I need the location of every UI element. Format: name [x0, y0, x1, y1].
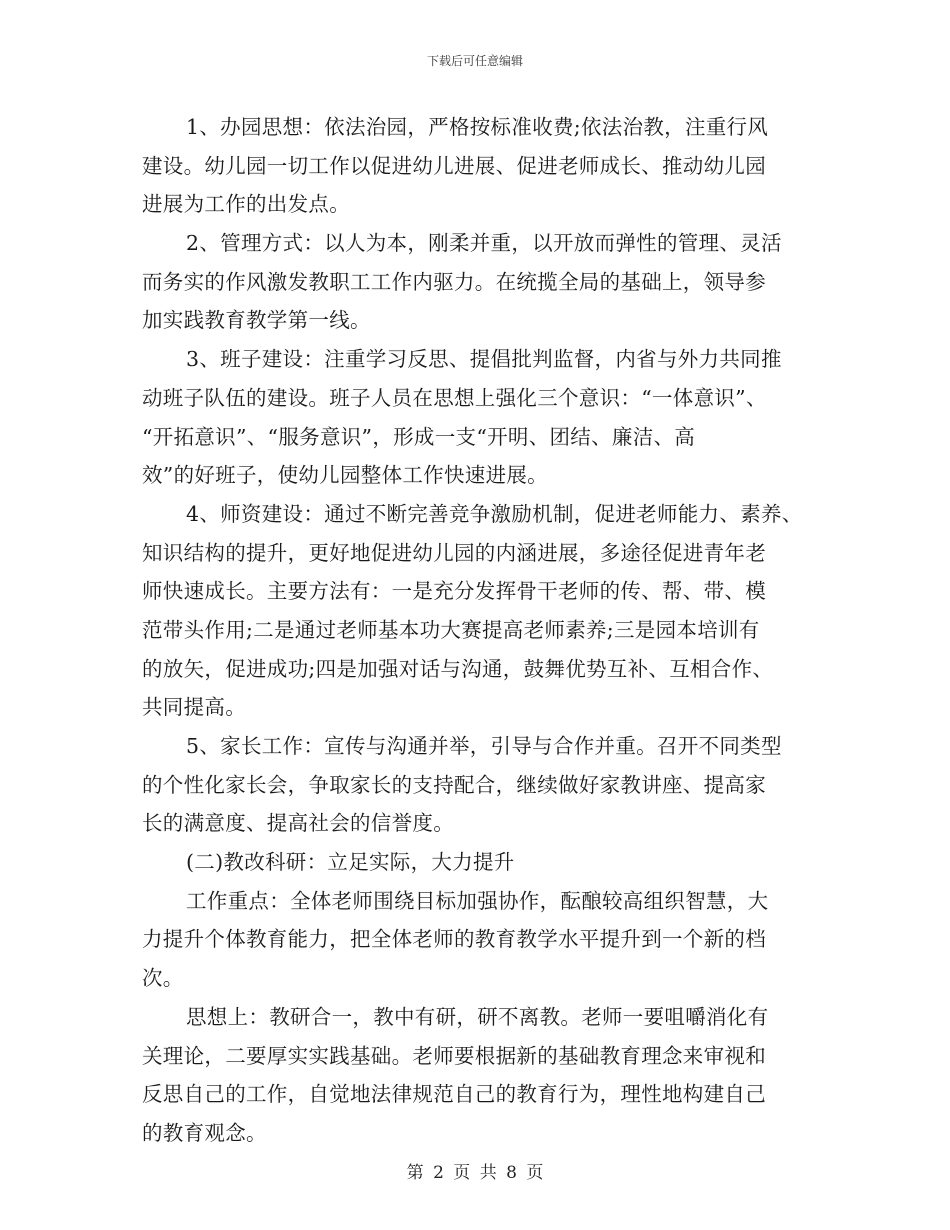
- paragraph-leadership-team: [142, 340, 810, 495]
- page-header: 下载后可任意编辑: [426, 54, 523, 68]
- document-body: [142, 108, 810, 1153]
- paragraph-school-philosophy: [142, 108, 810, 224]
- text-line: 师快速成长。主要方法有：一是充分发挥骨干老师的传、帮、带、模: [142, 579, 766, 604]
- text-line: 的个性化家长会，争取家长的支持配合，继续做好家教讲座、提高家: [142, 772, 766, 797]
- text-line: 1、办园思想：依法治园，严格按标准收费;依法治教，注重行风: [186, 115, 769, 139]
- text-line: 反思自己的工作，自觉地法律规范自己的教育行为，理性地构建自己: [142, 1082, 766, 1107]
- paragraph-parent-work: [142, 727, 810, 843]
- paragraph-thinking: [142, 998, 810, 1153]
- section-heading-teaching-research: [142, 843, 810, 882]
- paragraph-teacher-development: [142, 495, 810, 727]
- section-heading: (二)教改科研：立足实际，大力提升: [186, 850, 515, 875]
- text-line: 4、师资建设：通过不断完善竞争激励机制，促进老师能力、素养、: [186, 501, 803, 526]
- text-line: 知识结构的提升，更好地促进幼儿园的内涵进展，多途径促进青年老: [142, 540, 766, 565]
- text-line: 思想上：教研合一，教中有研，研不离教。老师一要咀嚼消化有: [186, 1004, 769, 1029]
- text-line: 建设。幼儿园一切工作以促进幼儿进展、促进老师成长、推动幼儿园: [142, 153, 766, 178]
- text-line: “开拓意识”、“服务意识”，形成一支“开明、团结、廉洁、高: [142, 424, 696, 449]
- text-line: 力提升个体教育能力，把全体老师的教育教学水平提升到一个新的档: [142, 927, 766, 952]
- text-line: 长的满意度、提高社会的信誉度。: [142, 811, 454, 836]
- paragraph-work-focus: [142, 882, 810, 998]
- text-line: 关理论，二要厚实实践基础。老师要根据新的基础教育理念来审视和: [142, 1043, 766, 1068]
- text-line: 而务实的作风激发教职工工作内驱力。在统揽全局的基础上，领导参: [142, 269, 766, 294]
- text-line: 进展为工作的出发点。: [142, 192, 350, 217]
- text-line: 5、家长工作：宣传与沟通并举，引导与合作并重。召开不同类型: [186, 734, 782, 758]
- text-line: 工作重点：全体老师围绕目标加强协作，酝酿较高组织智慧，大: [186, 888, 769, 913]
- text-line: 加实践教育教学第一线。: [142, 308, 371, 333]
- text-line: 效”的好班子，使幼儿园整体工作快速进展。: [142, 463, 548, 488]
- text-line: 的放矢，促进成功;四是加强对话与沟通，鼓舞优势互补、互相合作、: [142, 656, 774, 681]
- text-line: 共同提高。: [142, 695, 246, 720]
- text-line: 范带头作用;二是通过老师基本功大赛提高老师素养;三是园本培训有: [142, 617, 760, 642]
- page-number-footer: 第 2 页 共 8 页: [406, 1163, 544, 1183]
- paragraph-management-style: [142, 224, 810, 340]
- text-line: 2、管理方式：以人为本，刚柔并重，以开放而弹性的管理、灵活: [186, 231, 782, 256]
- text-line: 动班子队伍的建设。班子人员在思想上强化三个意识：“一体意识”、: [142, 385, 767, 410]
- text-line: 的教育观念。: [142, 1120, 267, 1145]
- text-line: 次。: [142, 966, 184, 991]
- text-line: 3、班子建设：注重学习反思、提倡批判监督，内省与外力共同推: [186, 347, 782, 372]
